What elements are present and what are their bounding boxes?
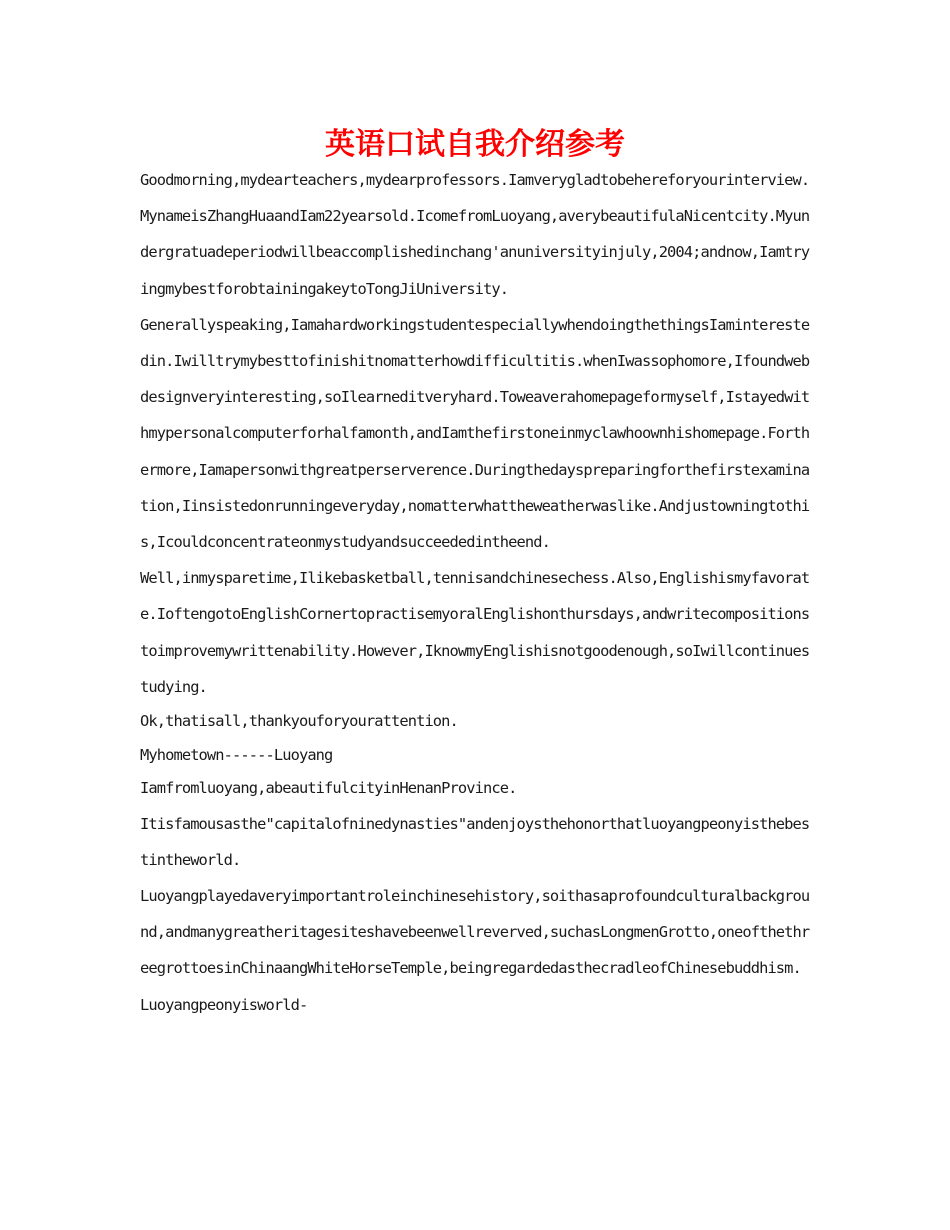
paragraph-hometown-fame: Itisfamousasthe"capitalofninedynasties"andenjoysthehonorthatluoyangpeonyisthebestintheworld.	[140, 814, 810, 869]
paragraph-peony: Luoyangpeonyisworld-	[140, 995, 308, 1014]
paragraph-closing: Ok,thatisall,thankyouforyourattention.	[140, 712, 458, 731]
document-body	[140, 162, 812, 1023]
paragraph-intro: Goodmorning,mydearteachers,mydearprofessors.Iamverygladtobehereforyourinterview.MynameisZhangHuaandIam22yearsold.IcomefromLuoyang,averybeautifulaNicentcity.Myundergratuadeperiodwillbeaccomplishedinchang'anuniversityinjuly,2004;andnow,IamtryingmybestforobtainingakeytoTongJiUniversity.	[140, 171, 810, 298]
page-title: 英语口试自我介绍参考	[325, 127, 625, 162]
paragraph-hobbies: Well,inmysparetime,Ilikebasketball,tennisandchinesechess.Also,Englishismyfavorate.IoftengotoEnglishCornertopractisemyoralEnglishonthursdays,andwritecompositionstoimprovemywrittenability.However,IknowmyEnglishisnotgoodenough,soIwillcontinuestudying.	[140, 569, 810, 696]
paragraph-hometown-intro: Iamfromluoyang,abeautifulcityinHenanProvince.	[140, 779, 517, 798]
paragraph-personality: Generallyspeaking,IamahardworkingstudentespeciallywhendoingthethingsIaminterestedin.Iwilltrymybesttofinishitnomatterhowdifficultitis.whenIwassophomore,Ifoundwebdesignveryinteresting,soIlearneditveryhard.Toweaverahomepageformyself,Istayedwithmypersonalcomputerforhalfamonth,andIamthefirstoneinmyclawhoownhishomepage.Forthermore,Iamapersonwithgreatperserverence.Duringthedayspreparingforthefirstexamination,Iinsistedonrunningeveryday,nomatterwhattheweatherwaslike.Andjustowningtothis,Icouldconcentrateonmystudyandsucceededintheend.	[140, 315, 810, 552]
paragraph-hometown-history: Luoyangplayedaveryimportantroleinchinesehistory,soithasaprofoundculturalbackground,andmanygreatheritagesiteshavebeenwellreverved,suchasLongmenGrotto,oneofthethreegrottoesinChinaangWhiteHorseTemple,beingregardedasthecradleofChinesebuddhism.	[140, 886, 810, 978]
section-heading-hometown: Myhometown------Luoyang	[140, 745, 333, 764]
